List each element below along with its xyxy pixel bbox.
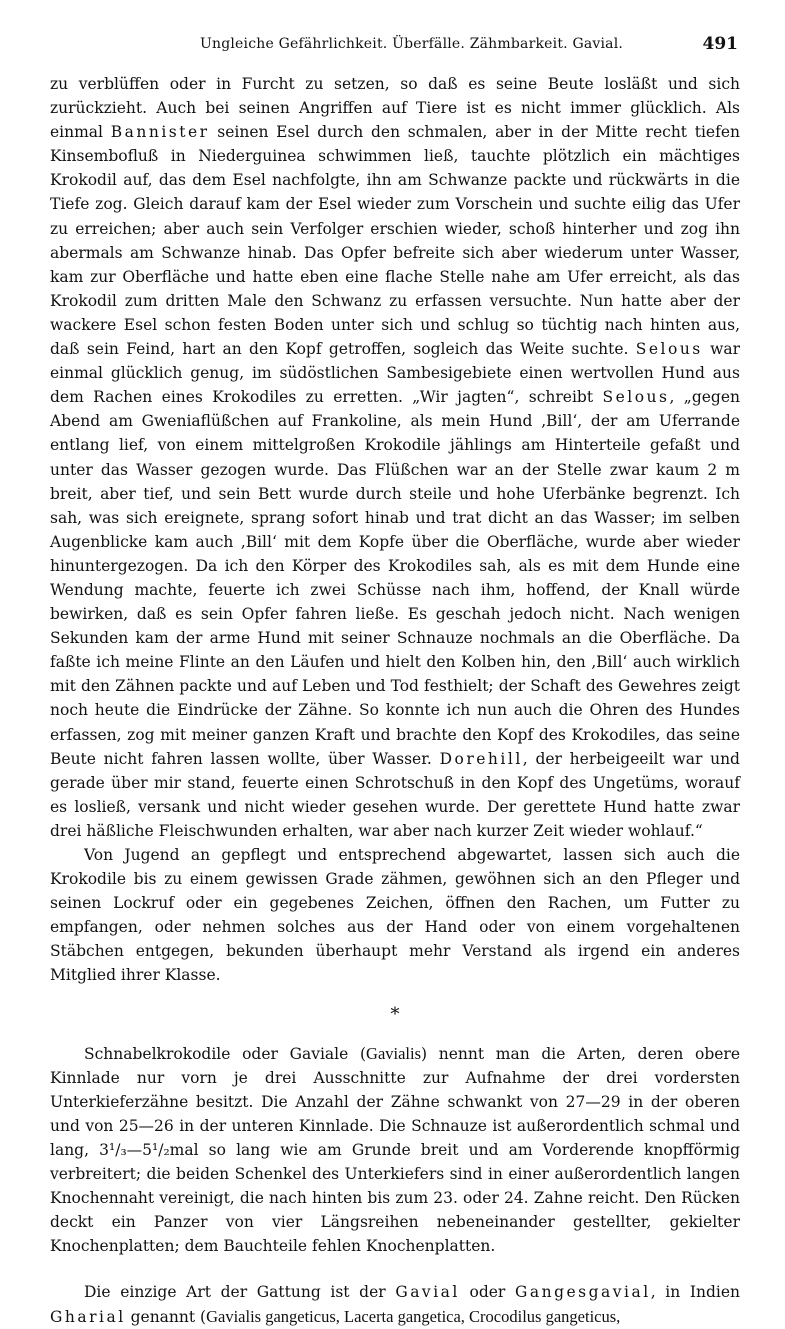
person-name-selous: Selous: [602, 388, 670, 407]
page-number: 491: [702, 34, 738, 54]
running-head: Ungleiche Gefährlichkeit. Überfälle. Zähmbarkeit. Gavial.: [200, 36, 624, 52]
species-name-gharial: Gharial: [50, 1307, 126, 1326]
text-segment: war einmal glücklich genug, im südöstlichen Sambesigebiete einen wertvollen Hund aus dem Rachen eines Krokodiles zu erretten. „Wir jagten“, schreibt: [50, 340, 740, 407]
text-segment: , in Indien: [650, 1283, 741, 1302]
paragraph-crocodile-attacks: [50, 72, 740, 843]
page: [50, 0, 741, 1326]
text-segment: Schnabelkrokodile oder Gaviale (: [84, 1044, 367, 1063]
section-separator: *: [390, 1003, 400, 1025]
text-segment: ) nennt man die Arten, deren obere Kinnlade nur vorn je drei Ausschnitte zur Aufnahme der drei vordersten Unterkieferzähne besitzt. Die Anzahl der Zähne schwankt von 27—29 in der oberen und von 25—26 in der unteren Kinnlade. Die Schnauze ist außerordentlich schmal und lang, 3¹/₃—5¹/₂mal so lang wie am Grunde breit und am Vorderende knopfförmig verbreitert; die beiden Schenkel des Unterkiefers sind in einer außerordentlich langen Knochennaht vereinigt, die nach hinten bis zum 23. oder 24. Zahne reicht. Den Rücken deckt ein Panzer von vier Längsreihen nebeneinander gestellter, gekielter Knochenplatten; dem Bauchteile fehlen Knochenplatten.: [50, 1044, 740, 1256]
species-name-gangesgavial: Gangesgavial: [514, 1283, 651, 1302]
person-name-selous: Selous: [635, 340, 703, 359]
body-text: [50, 72, 740, 1329]
text-segment: , der herbeigeeilt war und gerade über mir stand, feuerte einen Schrotschuß in den Kopf des Ungetüms, worauf es losließ, versank und nicht wieder gesehen wurde. Der gerettete Hund hatte zwar drei häßliche Fleischwunden erhalten, war aber nach kurzer Zeit wieder wohlauf.“: [50, 749, 740, 840]
text-segment: , „gegen Abend am Gweniaflüßchen auf Frankoline, als mein Hund ‚Bill‘, der am Uferrande entlang lief, von einem mittelgroßen Krokodile jählings am Hinterteile gefaßt und unter das Wasser gezogen wurde. Das Flüßchen war an der Stelle zwar kaum 2 m breit, aber tief, und sein Bett wurde durch steile und hohe Uferbänke begrenzt. Ich sah, was sich ereignete, sprang sofort hinab und trat dicht an das Wasser; im selben Augenblicke kam auch ‚Bill‘ mit dem Kopfe über die Oberfläche, wurde aber wieder hinuntergezogen. Da ich den Körper des Krokodiles sah, als es mit dem Hunde eine Wendung machte, feuerte ich zwei Schüsse nach ihm, hoffend, der Knall würde bewirken, daß es sein Opfer fahren ließe. Es geschah jedoch nicht. Nach wenigen Sekunden kam der arme Hund mit seiner Schnauze nochmals an die Oberfläche. Da faßte ich meine Flinte an den Läufen und hielt den Kolben hin, den ‚Bill‘ auch wirklich mit den Zähnen packte und auf Leben und Tod festhielt; der Schaft des Gewehres zeigt noch heute die Eindrücke der Zähne. So konnte ich nun auch die Ohren des Hundes erfassen, zog mit meiner ganzen Kraft und brachte den Kopf des Krokodiles, das seine Beute nicht fahren lassen wollte, über Wasser.: [50, 388, 740, 768]
species-name-gavial: Gavial: [395, 1283, 460, 1302]
text-segment: Die einzige Art der Gattung ist der: [84, 1283, 396, 1302]
paragraph-taming: [50, 843, 740, 988]
text-segment: oder: [459, 1283, 515, 1302]
text-segment: genannt (: [125, 1307, 207, 1326]
paragraph-ganges-gavial: [50, 1280, 740, 1328]
person-name-dorehill: Dorehill: [439, 749, 523, 768]
text-segment: seinen Esel durch den schmalen, aber in der Mitte recht tiefen Kinsembofluß in Niederguinea schwimmen ließ, tauchte plötzlich ein mächtiges Krokodil auf, das dem Esel nachfolgte, ihn am Schwanze packte und rückwärts in die Tiefe zog. Gleich darauf kam der Esel wieder zum Vorschein und suchte eilig das Ufer zu erreichen; aber auch sein Verfolger erschien wieder, schoß hinterher und zog ihn abermals am Schwanze hinab. Das Opfer befreite sich aber wiederum unter Wasser, kam zur Oberfläche und hatte eben eine flache Stelle nahe am Ufer erreicht, als das Krokodil zum dritten Male den Schwanz zu erfassen versuchte. Nun hatte aber der wackere Esel schon festen Boden unter sich und schlug so tüchtig nach hinten aus, daß sein Feind, hart an den Kopf getroffen, sogleich das Weite suchte.: [50, 123, 740, 359]
page-header: [50, 36, 740, 60]
text-segment: zu verblüffen oder in Furcht zu setzen, so daß es seine Beute losläßt und sich zurückzieht. Auch bei seinen Angriffen auf Tiere ist es nicht immer glücklich. Als einmal: [50, 75, 740, 142]
latin-name: Gavialis: [366, 1043, 422, 1063]
paragraph-gap: [50, 1258, 740, 1280]
text-segment: Von Jugend an gepflegt und entsprechend abgewartet, lassen sich auch die Krokodile bis zu einem gewissen Grade zähmen, gewöhnen sich an den Pfleger und seinen Lockruf oder ein gegebenes Zeichen, öffnen den Rachen, um Futter zu empfangen, oder nehmen solches aus der Hand oder von einem vorgehaltenen Stäbchen entgegen, bekunden überhaupt mehr Verstand als irgend ein anderes Mitglied ihrer Klasse.: [50, 846, 740, 985]
latin-names: Gavialis gangeticus, Lacerta gangetica, Crocodilus gangeticus,: [206, 1306, 621, 1326]
person-name-bannister: Bannister: [110, 123, 210, 142]
paragraph-gavial-description: [50, 1042, 740, 1259]
